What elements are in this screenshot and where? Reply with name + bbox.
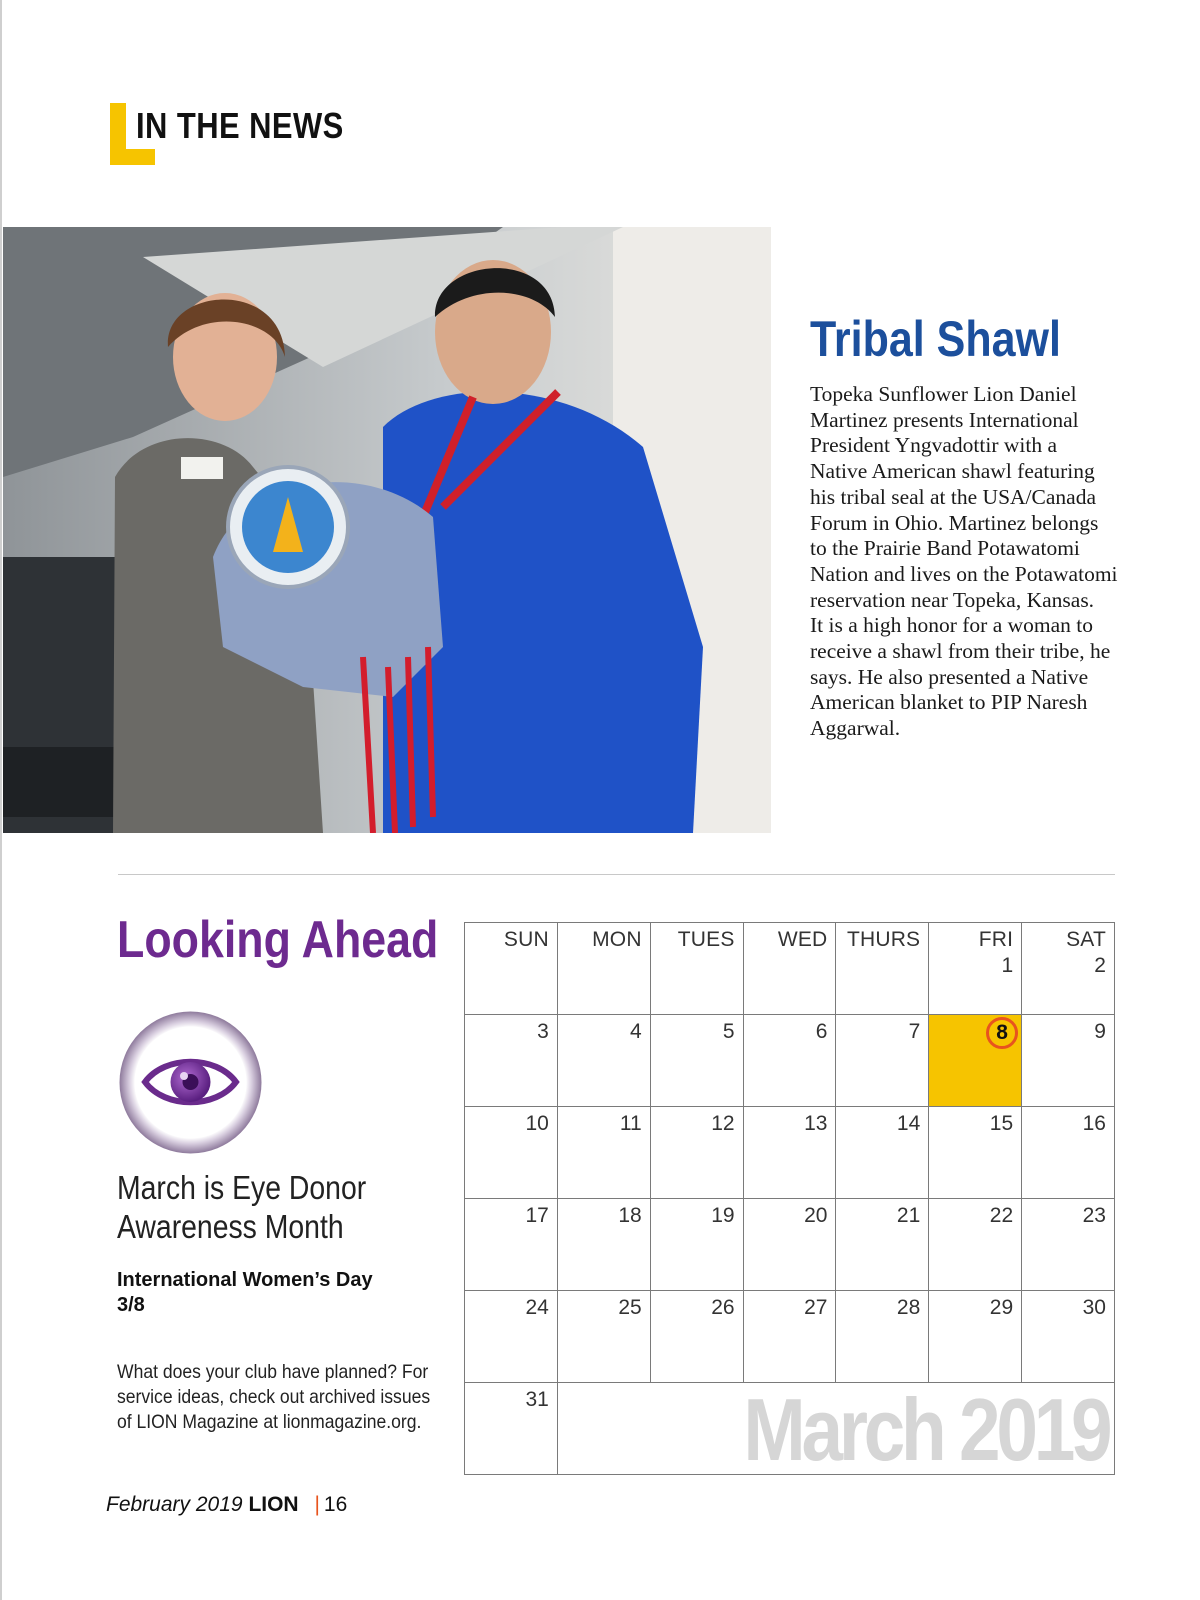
page-number: 16 (323, 1493, 348, 1516)
page-edge-rule (0, 0, 2, 1600)
day-number: 26 (711, 1296, 735, 1319)
article-line: reservation near Topeka, Kansas. (810, 587, 1095, 612)
day-number: 13 (804, 1112, 828, 1135)
article-line: Topeka Sunflower Lion Daniel (810, 382, 1077, 406)
calendar-header-cell (836, 923, 929, 1015)
day-number: 16 (1082, 1112, 1106, 1135)
article-line: Native American shawl featuring (810, 459, 1095, 484)
day-number: 15 (989, 1112, 1014, 1135)
calendar-header-cell (465, 923, 558, 1015)
article-line: It is a high honor for a woman to (810, 613, 1094, 638)
article-line: Forum in Ohio. Martinez belongs (810, 510, 1099, 535)
highlighted-day-number: 8 (986, 1017, 1018, 1049)
club-note-line: service ideas, check out archived issues (117, 1386, 431, 1408)
womens-day-line: International Women’s Day (117, 1269, 373, 1291)
womens-day-date: 3/8 (117, 1294, 145, 1316)
calendar-day-cell (651, 1015, 744, 1107)
calendar-day-cell (1022, 1291, 1115, 1383)
month-label-cell (558, 1380, 1115, 1479)
calendar-day-cell (1022, 1015, 1115, 1107)
calendar-header-cell (744, 923, 837, 1015)
article-line: President Yngvadottir with a (810, 433, 1058, 458)
article-line: Nation and lives on the Potawatomi (810, 561, 1118, 586)
day-number: 19 (711, 1204, 735, 1227)
calendar-day-cell (836, 1107, 929, 1199)
calendar-day-cell (558, 1015, 651, 1107)
day-number: 18 (618, 1204, 642, 1227)
day-number: 12 (711, 1112, 735, 1135)
article-line: to the Prairie Band Potawatomi (810, 536, 1080, 561)
calendar-day-cell (465, 1015, 558, 1107)
calendar-day-cell (744, 1199, 837, 1291)
day-number: 14 (896, 1112, 921, 1135)
month-label: March 2019 (742, 1380, 1108, 1479)
article-line: receive a shawl from their tribe, he (810, 639, 1111, 664)
day-name: THURS (846, 928, 921, 951)
article-photo (3, 227, 771, 833)
calendar-header-cell (929, 923, 1022, 1015)
day-number: 9 (1094, 1020, 1106, 1043)
day-number: 30 (1082, 1296, 1106, 1319)
calendar-header-cell (558, 923, 651, 1015)
footer-separator: | (314, 1493, 320, 1516)
footer-brand: LION (248, 1493, 299, 1516)
article-line: Aggarwal. (810, 716, 901, 741)
calendar-day-cell (929, 1291, 1022, 1383)
calendar-day-cell (836, 1015, 929, 1107)
day-number: 7 (908, 1020, 921, 1043)
calendar-day-cell (558, 1199, 651, 1291)
day-number: 29 (989, 1296, 1014, 1319)
calendar-day-cell (465, 1383, 558, 1475)
article-line: Martinez presents International (810, 407, 1079, 432)
day-number: 22 (989, 1204, 1014, 1227)
calendar-day-cell (744, 1107, 837, 1199)
calendar-day-cell (836, 1199, 929, 1291)
day-number: 27 (804, 1296, 828, 1319)
calendar-day-cell (744, 1291, 837, 1383)
calendar-day-cell (651, 1199, 744, 1291)
day-number: 21 (896, 1204, 921, 1227)
calendar-day-cell (929, 1107, 1022, 1199)
day-number: 20 (804, 1204, 828, 1227)
day-number: 6 (815, 1020, 828, 1043)
day-number: 11 (619, 1112, 642, 1135)
day-number: 25 (618, 1296, 642, 1319)
day-name: TUES (677, 928, 735, 951)
awareness-line: Awareness Month (117, 1208, 344, 1245)
article-line: his tribal seal at the USA/Canada (810, 484, 1096, 509)
day-number: 3 (537, 1020, 549, 1043)
day-name: MON (592, 928, 642, 951)
article-line: American blanket to PIP Naresh (810, 690, 1088, 715)
article-title: Tribal Shawl (810, 311, 1061, 367)
calendar-day-cell (465, 1291, 558, 1383)
womens-day-text (117, 1268, 373, 1318)
calendar-day-cell (929, 1199, 1022, 1291)
section-title: IN THE NEWS (136, 105, 344, 146)
day-name: FRI (978, 928, 1014, 951)
calendar-grid (464, 922, 1115, 1479)
article-line: says. He also presented a Native (810, 664, 1089, 689)
day-number: 28 (896, 1296, 921, 1319)
calendar-day-cell (836, 1291, 929, 1383)
day-number: 2 (1094, 954, 1106, 977)
calendar-day-cell (651, 1291, 744, 1383)
section-divider (118, 874, 1115, 875)
awareness-month-text (117, 1168, 366, 1246)
day-number: 10 (525, 1112, 549, 1135)
calendar-day-cell (1022, 1199, 1115, 1291)
calendar-day-cell (465, 1107, 558, 1199)
club-note-line: of LION Magazine at lionmagazine.org. (117, 1411, 422, 1433)
day-number: 17 (525, 1204, 549, 1227)
day-number: 5 (722, 1020, 735, 1043)
calendar-day-cell (1022, 1107, 1115, 1199)
calendar-day-cell (558, 1291, 651, 1383)
day-number: 31 (525, 1388, 549, 1411)
calendar-day-cell (744, 1015, 837, 1107)
eye-icon (118, 1010, 263, 1155)
looking-ahead-title: Looking Ahead (117, 911, 439, 969)
calendar-day-cell (558, 1107, 651, 1199)
section-header (110, 103, 370, 165)
day-number: 1 (1001, 954, 1014, 977)
day-name: SAT (1066, 928, 1106, 951)
article-body (810, 382, 1130, 742)
calendar-day-cell (465, 1199, 558, 1291)
footer-issue: February 2019 (106, 1493, 243, 1516)
day-number: 24 (525, 1296, 549, 1319)
awareness-line: March is Eye Donor (117, 1169, 367, 1206)
club-note-line: What does your club have planned? For (117, 1361, 429, 1383)
day-name: WED (777, 928, 828, 951)
day-name: SUN (503, 928, 549, 951)
club-note (117, 1360, 430, 1435)
day-number: 4 (630, 1020, 642, 1043)
calendar-header-cell (1022, 923, 1115, 1015)
highlighted-day-cell (929, 1015, 1022, 1107)
page-footer (106, 1493, 347, 1517)
calendar-day-cell (651, 1107, 744, 1199)
calendar-header-cell (651, 923, 744, 1015)
day-number: 23 (1082, 1204, 1106, 1227)
